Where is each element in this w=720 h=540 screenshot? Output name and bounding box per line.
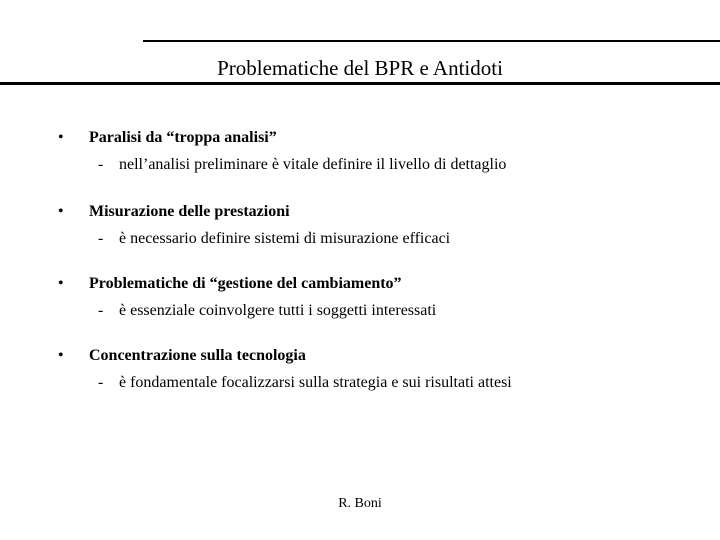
top-rule — [143, 40, 720, 42]
bullet-icon: • — [58, 275, 64, 292]
item-heading: Concentrazione sulla tecnologia — [89, 347, 306, 364]
item-subtext: nell’analisi preliminare è vitale definire il livello di dettaglio — [119, 156, 507, 173]
item-subtext: è fondamentale focalizzarsi sulla strategia e sui risultati attesi — [119, 374, 512, 391]
footer-author: R. Boni — [338, 496, 382, 511]
slide-title: Problematiche del BPR e Antidoti — [217, 56, 503, 80]
bullet-icon: • — [58, 129, 64, 146]
bullet-icon: • — [58, 203, 64, 220]
item-heading: Misurazione delle prestazioni — [89, 203, 290, 220]
bullet-icon: • — [58, 347, 64, 364]
item-heading: Paralisi da “troppa analisi” — [89, 129, 277, 146]
dash-icon: - — [98, 302, 104, 319]
dash-icon: - — [98, 374, 104, 391]
dash-icon: - — [98, 156, 104, 173]
dash-icon: - — [98, 230, 104, 247]
item-subtext: è essenziale coinvolgere tutti i soggetti interessati — [119, 302, 437, 319]
item-heading: Problematiche di “gestione del cambiamento” — [89, 275, 402, 292]
title-underline-rule — [0, 82, 720, 85]
item-subtext: è necessario definire sistemi di misurazione efficaci — [119, 230, 451, 247]
